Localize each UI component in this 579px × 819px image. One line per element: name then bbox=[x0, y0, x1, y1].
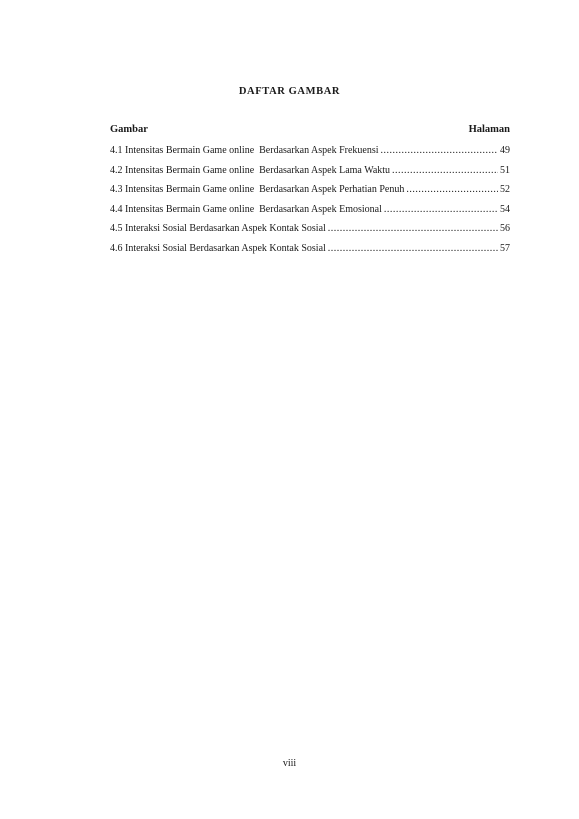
figure-label: 4.4 Intensitas Bermain Game online Berdasarkan Aspek Emosional bbox=[110, 203, 382, 215]
figure-page: 49 bbox=[500, 145, 510, 156]
figure-list bbox=[110, 145, 510, 262]
figure-page: 54 bbox=[500, 203, 510, 215]
list-item bbox=[110, 184, 510, 204]
figure-page: 57 bbox=[500, 242, 510, 254]
figure-page: 52 bbox=[500, 184, 510, 195]
figure-label: 4.5 Interaksi Sosial Berdasarkan Aspek Kontak Sosial bbox=[110, 223, 326, 234]
page-title: DAFTAR GAMBAR bbox=[238, 86, 341, 97]
figure-label: 4.6 Interaksi Sosial Berdasarkan Aspek Kontak Sosial bbox=[110, 242, 326, 254]
column-header-gambar: Gambar bbox=[110, 124, 148, 135]
figure-page: 56 bbox=[500, 223, 510, 234]
figure-page: 51 bbox=[500, 164, 510, 176]
column-header-halaman: Halaman bbox=[468, 124, 510, 135]
figure-label: 4.1 Intensitas Bermain Game online Berdasarkan Aspek Frekuensi bbox=[110, 145, 379, 156]
dot-leader bbox=[392, 165, 498, 176]
list-item bbox=[110, 243, 510, 263]
page-number: viii bbox=[282, 758, 297, 769]
list-item bbox=[110, 223, 510, 243]
dot-leader bbox=[328, 243, 498, 254]
list-item bbox=[110, 145, 510, 165]
list-item bbox=[110, 165, 510, 185]
dot-leader bbox=[328, 223, 498, 234]
list-item bbox=[110, 204, 510, 224]
dot-leader bbox=[381, 145, 498, 156]
figure-label: 4.3 Intensitas Bermain Game online Berdasarkan Aspek Perhatian Penuh bbox=[110, 184, 405, 195]
figure-label: 4.2 Intensitas Bermain Game online Berdasarkan Aspek Lama Waktu bbox=[110, 164, 391, 176]
dot-leader bbox=[406, 184, 498, 195]
column-headers bbox=[110, 124, 510, 135]
dot-leader bbox=[384, 204, 498, 215]
